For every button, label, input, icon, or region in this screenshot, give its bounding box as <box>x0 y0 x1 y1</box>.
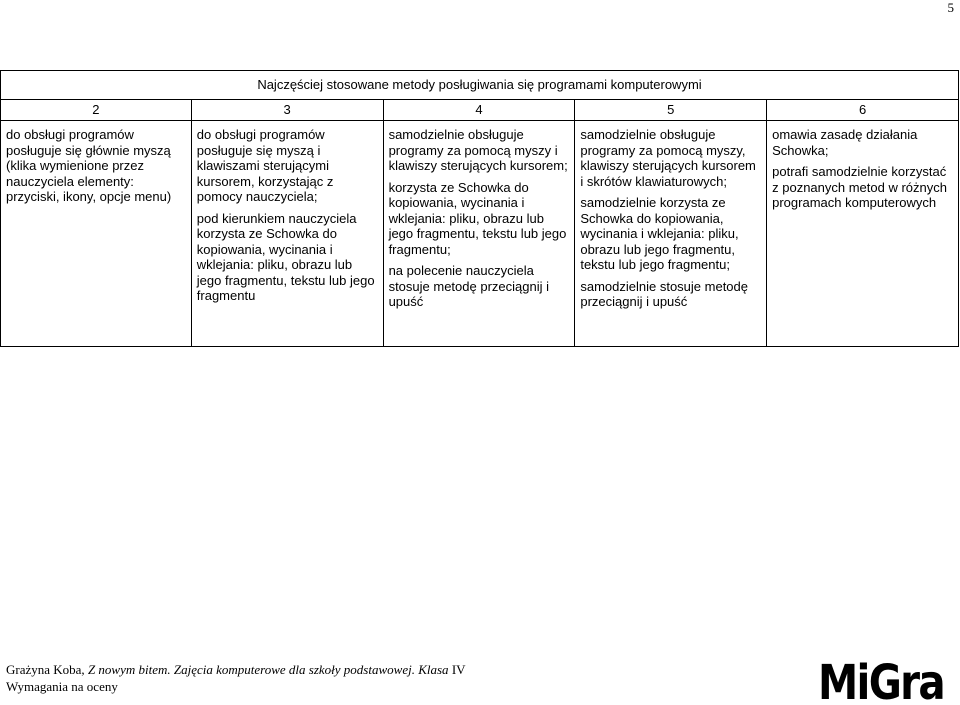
column-number: 2 <box>1 100 192 121</box>
requirement-text: samodzielnie korzysta ze Schowka do kopiowania, wycinania i wklejania: pliku, obrazu lub jego fragmentu, tekstu lub jego fragmentu; <box>580 195 739 272</box>
column-number-row <box>1 100 959 121</box>
column-number: 6 <box>767 100 959 121</box>
requirement-text: samodzielnie obsługuje programy za pomocą myszy, klawiszy sterujących kursorem i skrótów klawiaturowych; <box>580 127 756 189</box>
requirement-text: samodzielnie stosuje metodę przeciągnij i upuść <box>580 278 748 309</box>
footer <box>6 661 466 695</box>
logo-text: MiGra <box>818 655 944 705</box>
table-title-row <box>1 71 959 100</box>
requirements-cell-grade-4 <box>383 121 575 347</box>
column-number: 3 <box>191 100 383 121</box>
requirements-cell-grade-5 <box>575 121 767 347</box>
footer-book-line <box>6 661 466 678</box>
column-number: 4 <box>383 100 575 121</box>
requirements-cell-grade-2 <box>1 121 192 347</box>
requirements-row <box>1 121 959 347</box>
grades-table <box>0 70 959 347</box>
footer-subtitle: Wymagania na oceny <box>6 679 118 694</box>
migra-logo <box>818 655 946 705</box>
requirement-text: na polecenie nauczyciela stosuje metodę przeciągnij i upuść <box>388 263 549 309</box>
column-number: 5 <box>575 100 767 121</box>
requirement-text: omawia zasadę działania Schowka; <box>772 127 918 158</box>
footer-author: Grażyna Koba, <box>6 662 88 677</box>
requirements-cell-grade-6 <box>767 121 959 347</box>
requirement-text: samodzielnie obsługuje programy za pomocą myszy i klawiszy sterujących kursorem; <box>388 127 568 173</box>
footer-book-title: Z nowym bitem. Zajęcia komputerowe dla szkoły podstawowej. Klasa <box>87 662 449 677</box>
page-number: 5 <box>947 0 954 15</box>
requirements-cell-grade-3 <box>191 121 383 347</box>
requirement-text: do obsługi programów posługuje się myszą i klawiszami sterującymi kursorem, korzystając z pomocy nauczyciela; <box>196 127 334 204</box>
footer-class-number: IV <box>448 662 466 677</box>
requirement-text: pod kierunkiem nauczyciela korzysta ze Schowka do kopiowania, wycinania i wklejania: pliku, obrazu lub jego fragmentu, tekstu lub jego fragmentu <box>196 210 375 303</box>
requirement-text: do obsługi programów posługuje się głównie myszą (klika wymienione przez nauczyciela elementy: przyciski, ikony, opcje menu) <box>6 127 172 204</box>
requirement-text: korzysta ze Schowka do kopiowania, wycinania i wklejania: pliku, obrazu lub jego fragmentu, tekstu lub jego fragmentu; <box>388 179 567 257</box>
table-title: Najczęściej stosowane metody posługiwania się programami komputerowymi <box>1 71 959 100</box>
requirement-text: potrafi samodzielnie korzystać z poznanych metod w różnych programach komputerowych <box>772 164 947 210</box>
